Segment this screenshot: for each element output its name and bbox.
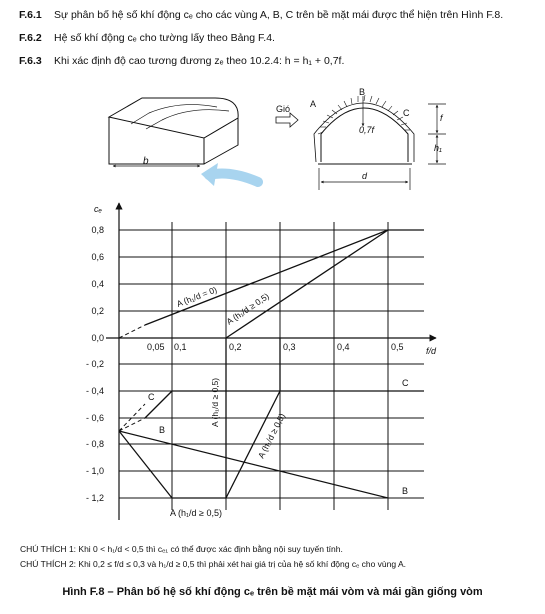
figure-caption: Hình F.8 – Phân bố hệ số khí động cₑ trên bề mặt mái vòm và mái gần giống vòm bbox=[62, 586, 483, 598]
y-tick-label: - 0,6 bbox=[85, 413, 104, 423]
curve-label-b-left: B bbox=[159, 425, 166, 435]
y-tick-label: - 1,2 bbox=[85, 493, 104, 503]
clause-number: F.6.2 bbox=[19, 32, 42, 44]
clause-number: F.6.3 bbox=[19, 55, 42, 67]
x-tick-label: 0,5 bbox=[391, 342, 404, 352]
note-1: CHÚ THÍCH 1: Khi 0 < h₁/d < 0,5 thì cₑ₁ có thể được xác định bằng nội suy tuyến tính. bbox=[20, 544, 343, 554]
y-tick-label: - 0,8 bbox=[85, 439, 104, 449]
y-tick-label: - 0,4 bbox=[85, 386, 104, 396]
y-tick-label: 0,6 bbox=[91, 252, 104, 262]
y-tick-label: 0,4 bbox=[91, 279, 104, 289]
x-tick-label: 0,2 bbox=[229, 342, 242, 352]
curve-label-c-right: C bbox=[402, 378, 409, 388]
curve-label-a-h1d-05-bottom: A (h₁/d ≥ 0,5) bbox=[170, 508, 223, 518]
clause-text: Khi xác định độ cao tương đương zₑ theo 10.2.4: h = h₁ + 0,7f. bbox=[54, 55, 345, 67]
clause-text: Hệ số khí động cₑ cho tường lấy theo Bảng F.4. bbox=[54, 32, 275, 44]
y-tick-label: 0,8 bbox=[91, 225, 104, 235]
x-axis-label: f/d bbox=[426, 346, 437, 356]
x-tick-label: 0,05 bbox=[147, 342, 165, 352]
curve-label-a-h1d-05-vertical: A (h₁/d ≥ 0,5) bbox=[210, 377, 220, 427]
x-tick-label: 0,1 bbox=[174, 342, 187, 352]
y-tick-label: 0,0 bbox=[91, 333, 104, 343]
x-tick-label: 0,4 bbox=[337, 342, 350, 352]
note-2: CHÚ THÍCH 2: Khi 0,2 ≤ f/d ≤ 0,3 và h₁/d ≥ 0,5 thì phải xét hai giá trị của hệ số khí động cₑ cho vùng A. bbox=[20, 559, 407, 569]
y-tick-label: 0,2 bbox=[91, 306, 104, 316]
x-tick-label: 0,3 bbox=[283, 342, 296, 352]
h1-dimension-label: h₁ bbox=[434, 143, 442, 153]
clause-text: Sự phân bố hệ số khí động cₑ cho các vùng A, B, C trên bề mặt mái được thể hiện trên Hình F.8. bbox=[54, 9, 504, 21]
d-dimension-label: d bbox=[362, 171, 368, 181]
wind-label: Gió bbox=[276, 104, 291, 114]
curve-label-a-h1d-05-upper: A (h₁/d ≥ 0,5) bbox=[224, 290, 271, 327]
zone-c-label: C bbox=[403, 108, 410, 118]
f-dimension-label: f bbox=[440, 113, 443, 123]
curve-label-a-h1d-0: A (h₁/d = 0) bbox=[175, 284, 219, 309]
clause-number: F.6.1 bbox=[19, 9, 42, 21]
y-tick-label: - 1,0 bbox=[85, 466, 104, 476]
curve-label-a-h1d-05-lower: A (h₁/d ≥ 0,5) bbox=[255, 411, 288, 460]
zone-b-label: B bbox=[359, 87, 366, 97]
rise-label: 0,7f bbox=[359, 125, 375, 135]
curve-label-b-right: B bbox=[402, 486, 409, 496]
y-axis-label: cₑ bbox=[94, 204, 102, 214]
zone-a-label: A bbox=[310, 99, 317, 109]
curve-label-c-left: C bbox=[148, 392, 155, 402]
y-tick-label: - 0,2 bbox=[85, 359, 104, 369]
b-dimension-label: b bbox=[143, 156, 149, 167]
